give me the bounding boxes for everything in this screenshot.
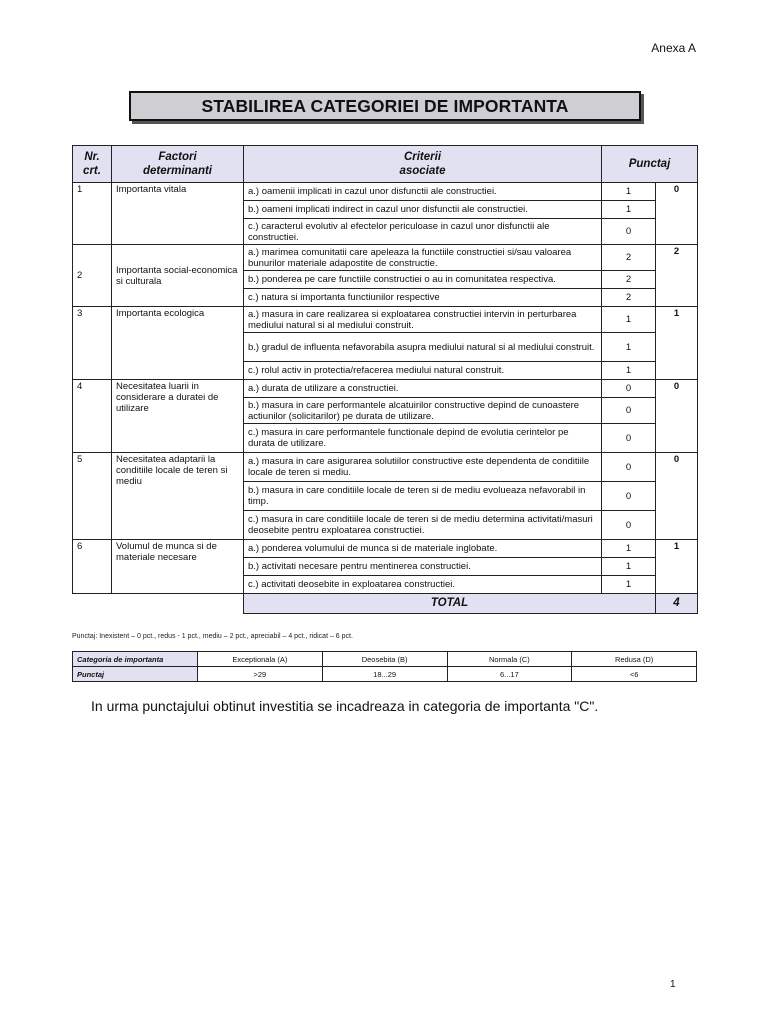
category-a: Exceptionala (A): [198, 652, 323, 667]
criterion-text: c.) activitati deosebite in exploatarea constructiei.: [244, 576, 602, 594]
criterion-text: b.) oameni implicati indirect in cazul unor disfunctii ale constructiei.: [244, 201, 602, 219]
total-row: [73, 594, 698, 614]
factor-name: Necesitatea adaptarii la conditiile locale de teren si mediu: [112, 453, 244, 540]
factor-number: 3: [73, 307, 112, 380]
criterion-text: c.) masura in care performantele functionale depind de evolutia cerintelor pe durata de utilizare.: [244, 424, 602, 453]
header-punctaj-text: Punctaj: [628, 158, 671, 170]
factor-name: Importanta ecologica: [112, 307, 244, 380]
scoring-legend: Punctaj: Inexistent – 0 pct., redus - 1 pct., mediu – 2 pct., apreciabil – 4 pct., ridicat – 6 pct.: [72, 633, 353, 640]
criterion-text: a.) oamenii implicati in cazul unor disfunctii ale constructiei.: [244, 183, 602, 201]
factor-number: 5: [73, 453, 112, 540]
table-row: [73, 453, 698, 482]
criterion-points: 0: [602, 511, 656, 540]
criterion-text: a.) ponderea volumului de munca si de materiale inglobate.: [244, 540, 602, 558]
header-nr: [73, 146, 112, 183]
total-row-spacer: [73, 594, 244, 614]
total-value: 4: [656, 594, 698, 614]
conclusion-text: In urma punctajului obtinut investitia se incadreaza in categoria de importanta "C".: [91, 698, 599, 714]
criterion-points: 2: [602, 289, 656, 307]
factor-number: 1: [73, 183, 112, 245]
factor-number: 6: [73, 540, 112, 594]
category-table: [72, 651, 697, 682]
criterion-text: c.) natura si importanta functiunilor respective: [244, 289, 602, 307]
criterion-text: a.) masura in care asigurarea solutiilor constructive este dependenta de conditiile locale de teren si mediu.: [244, 453, 602, 482]
criterion-points: 1: [602, 362, 656, 380]
score-a: >29: [198, 667, 323, 682]
criterion-points: 2: [602, 245, 656, 271]
header-punctaj: [602, 146, 698, 183]
table-row: [73, 380, 698, 398]
factor-total: 0: [656, 453, 698, 540]
score-row: [73, 667, 697, 682]
table-header-row: [73, 146, 698, 183]
score-d: <6: [572, 667, 697, 682]
annex-label: Anexa A: [651, 41, 696, 55]
criterion-points: 1: [602, 201, 656, 219]
criterion-text: c.) caracterul evolutiv al efectelor periculoase in cazul unor disfunctii ale constructiei.: [244, 219, 602, 245]
factor-name: Importanta vitala: [112, 183, 244, 245]
criterion-text: a.) masura in care realizarea si exploatarea constructiei intervin in perturbarea mediului natural si al mediului construit.: [244, 307, 602, 333]
criterion-text: a.) durata de utilizare a constructiei.: [244, 380, 602, 398]
category-c: Normala (C): [447, 652, 572, 667]
criterion-text: b.) activitati necesare pentru mentinerea constructiei.: [244, 558, 602, 576]
criterion-points: 1: [602, 576, 656, 594]
factor-number: 4: [73, 380, 112, 453]
criterion-points: 2: [602, 271, 656, 289]
table-row: [73, 183, 698, 201]
criterion-text: b.) masura in care performantele alcatuirilor constructive depind de cunoastere actiunilor (solicitarilor) pe durata de utilizare.: [244, 398, 602, 424]
criterion-points: 1: [602, 333, 656, 362]
criterion-text: c.) masura in care conditiile locale de teren si de mediu determina activitati/masuri deosebite pentru exploatarea constructiei.: [244, 511, 602, 540]
factor-total: 1: [656, 540, 698, 594]
criterion-text: b.) ponderea pe care functiile constructiei o au in comunitatea respectiva.: [244, 271, 602, 289]
factor-total: 0: [656, 183, 698, 245]
score-row-label: Punctaj: [73, 667, 198, 682]
document-title-text: STABILIREA CATEGORIEI DE IMPORTANTA: [201, 95, 569, 116]
factor-number: 2: [73, 245, 112, 307]
table-row: [73, 540, 698, 558]
category-row-label: Categoria de importanta: [73, 652, 198, 667]
factor-name: Necesitatea luarii in considerare a duratei de utilizare: [112, 380, 244, 453]
header-factori: [112, 146, 244, 183]
criterion-text: b.) masura in care conditiile locale de teren si de mediu evolueaza nefavorabil in timp.: [244, 482, 602, 511]
criterion-points: 1: [602, 558, 656, 576]
category-row: [73, 652, 697, 667]
header-criterii-text: Criterii asociate: [399, 151, 446, 177]
criterion-points: 1: [602, 183, 656, 201]
category-d: Redusa (D): [572, 652, 697, 667]
header-nr-text: Nr. crt.: [83, 151, 101, 177]
criterion-points: 1: [602, 540, 656, 558]
criterion-points: 0: [602, 424, 656, 453]
criterion-text: a.) marimea comunitatii care apeleaza la functiile constructiei si/sau valoarea bunurilor materiale adapostite de constructie.: [244, 245, 602, 271]
criterion-points: 0: [602, 398, 656, 424]
factor-name: Importanta social-economica si culturala: [112, 245, 244, 307]
score-b: 18...29: [322, 667, 447, 682]
criterion-text: c.) rolul activ in protectia/refacerea mediului natural construit.: [244, 362, 602, 380]
table-row: [73, 307, 698, 333]
factor-name: Volumul de munca si de materiale necesare: [112, 540, 244, 594]
criterion-points: 0: [602, 453, 656, 482]
header-factori-text: Factori determinanti: [142, 151, 212, 177]
page-number: 1: [670, 979, 676, 990]
factor-total: 0: [656, 380, 698, 453]
total-label: TOTAL: [244, 594, 656, 614]
factor-total: 1: [656, 307, 698, 380]
criterion-points: 0: [602, 219, 656, 245]
table-row: [73, 245, 698, 271]
factor-total: 2: [656, 245, 698, 307]
category-b: Deosebita (B): [322, 652, 447, 667]
criterion-text: b.) gradul de influenta nefavorabila asupra mediului natural si al mediului construit.: [244, 333, 602, 362]
criterion-points: 0: [602, 380, 656, 398]
score-c: 6...17: [447, 667, 572, 682]
criterion-points: 1: [602, 307, 656, 333]
header-criterii: [244, 146, 602, 183]
document-title: [129, 91, 641, 121]
importance-table: [72, 145, 698, 614]
criterion-points: 0: [602, 482, 656, 511]
